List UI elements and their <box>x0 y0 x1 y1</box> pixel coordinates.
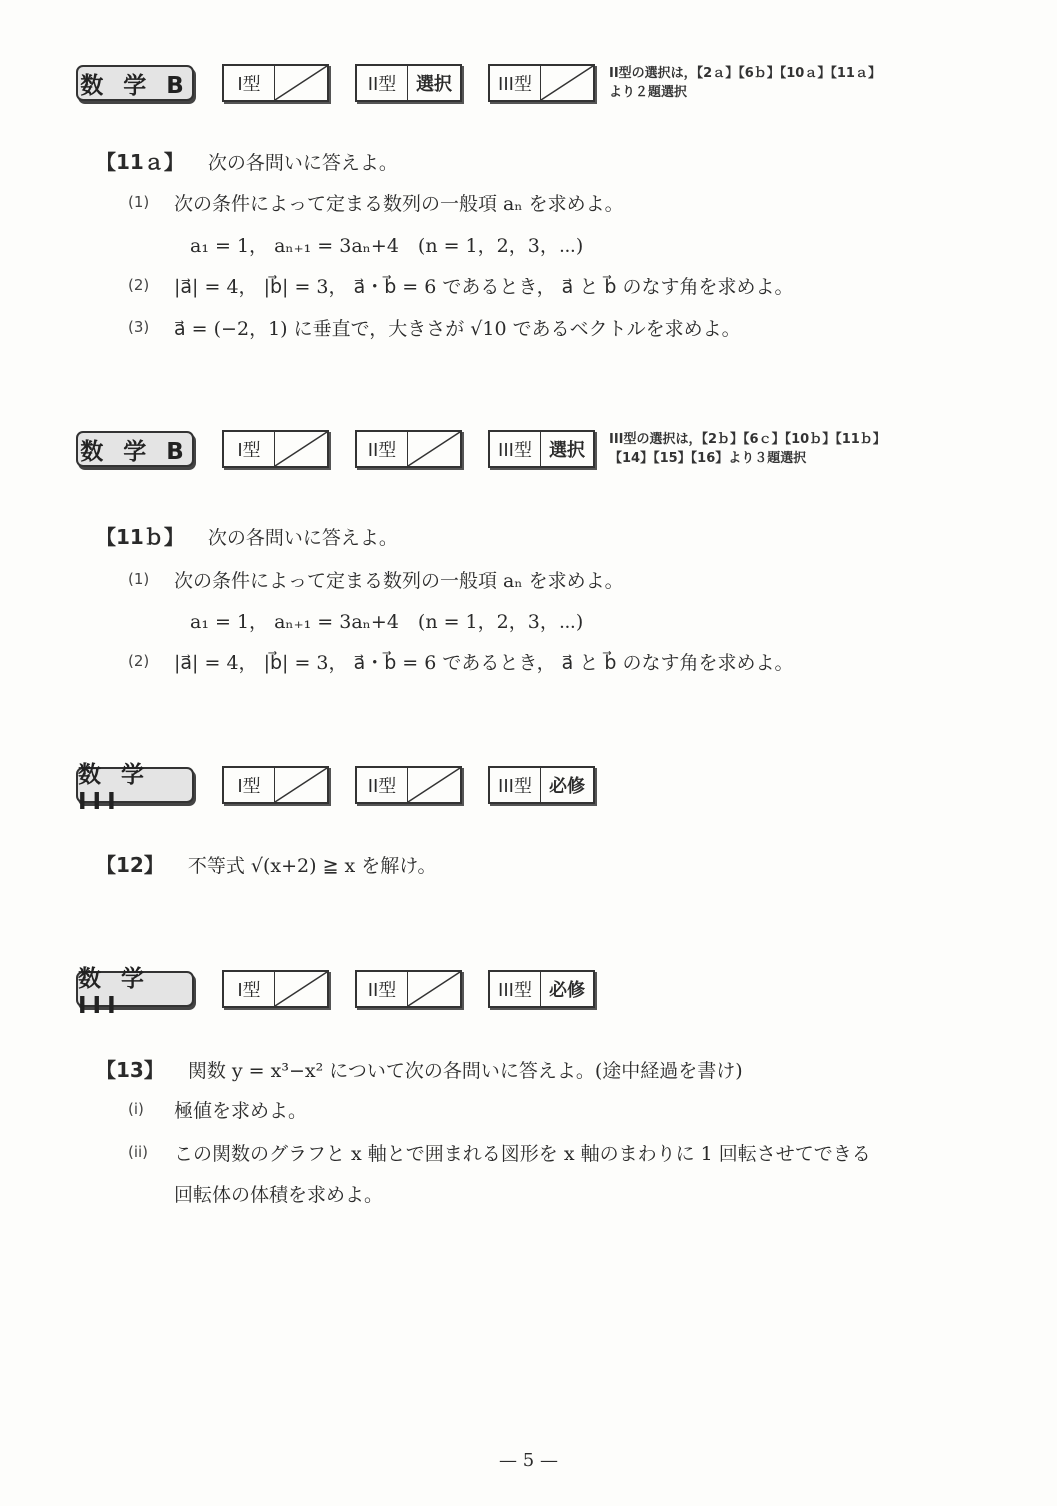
formula-line: a₁ = 1， aₙ₊₁ = 3aₙ+4 (n = 1，2，3，⋯) <box>190 611 584 633</box>
slash-mark-icon <box>275 66 327 100</box>
item-text: 極値を求めよ。 <box>174 1100 308 1122</box>
problem-number: 【11ａ】 <box>96 150 184 174</box>
type-box <box>222 766 329 804</box>
subject-badge: 数 学 III <box>76 767 194 803</box>
type-box <box>222 430 329 468</box>
type-box <box>355 766 462 804</box>
item-text: |a⃗| = 4， |b⃗| = 3， a⃗・b⃗ = 6 であるとき， a⃗ と b⃗ のなす角を求めよ。 <box>174 276 794 298</box>
note-line: III型の選択は，【2ｂ】【6ｃ】【10ｂ】【11ｂ】 <box>609 432 886 447</box>
type-label: I型 <box>224 972 275 1006</box>
type-label: I型 <box>224 768 275 802</box>
selection-note <box>609 64 881 102</box>
slash-mark-icon <box>275 768 327 802</box>
type-mark: 必修 <box>549 776 585 797</box>
subject-badge: 数 学 B <box>76 65 194 101</box>
type-box <box>222 970 329 1008</box>
type-label: II型 <box>357 972 408 1006</box>
note-line: 【14】【15】【16】より３題選択 <box>609 451 807 466</box>
problem-text: 次の各問いに答えよ。 <box>207 527 398 549</box>
slash-mark-icon <box>275 972 327 1006</box>
problem-heading <box>96 146 398 175</box>
item-label: (2) <box>128 652 150 670</box>
type-box <box>488 970 595 1008</box>
problem-heading <box>96 1054 743 1083</box>
type-box <box>355 970 462 1008</box>
type-mark: 選択 <box>416 74 452 95</box>
item-label: (ii) <box>128 1143 149 1161</box>
type-label: III型 <box>490 768 541 802</box>
type-label: II型 <box>357 768 408 802</box>
slash-mark-icon <box>541 66 593 100</box>
problem-heading <box>96 849 437 878</box>
problem-text: 不等式 √(x+2) ≧ x を解け。 <box>187 855 437 877</box>
item-label: (i) <box>128 1100 144 1118</box>
item-label: (1) <box>128 570 150 588</box>
slash-mark-icon <box>408 432 460 466</box>
subject-badge: 数 学 B <box>76 431 194 467</box>
item-text: a⃗ = (−2，1) に垂直で，大きさが √10 であるベクトルを求めよ。 <box>174 318 741 340</box>
item-text: 次の条件によって定まる数列の一般項 aₙ を求めよ。 <box>174 193 624 215</box>
problem-heading <box>96 521 398 550</box>
item-label: (1) <box>128 193 150 211</box>
type-box <box>488 430 595 468</box>
slash-mark-icon <box>408 768 460 802</box>
item-label: (3) <box>128 318 150 336</box>
type-box <box>222 64 329 102</box>
subject-badge: 数 学 III <box>76 971 194 1007</box>
type-label: I型 <box>224 432 275 466</box>
type-mark: 必修 <box>549 980 585 1001</box>
item-text: この関数のグラフと x 軸とで囲まれる図形を x 軸のまわりに 1 回転させてできる <box>174 1143 871 1165</box>
note-line: より２題選択 <box>609 85 688 100</box>
type-label: III型 <box>490 432 541 466</box>
slash-mark-icon <box>408 972 460 1006</box>
slash-mark-icon <box>275 432 327 466</box>
section-header <box>76 761 595 815</box>
problem-text: 次の各問いに答えよ。 <box>207 152 398 174</box>
type-box <box>488 766 595 804</box>
type-label: III型 <box>490 972 541 1006</box>
type-label: II型 <box>357 432 408 466</box>
type-box <box>355 64 462 102</box>
problem-number: 【13】 <box>96 1058 164 1082</box>
section-header <box>76 428 886 470</box>
selection-note <box>609 430 886 468</box>
item-label: (2) <box>128 276 150 294</box>
type-label: I型 <box>224 66 275 100</box>
formula-line: a₁ = 1， aₙ₊₁ = 3aₙ+4 (n = 1，2，3，⋯) <box>190 235 584 257</box>
problem-number: 【12】 <box>96 853 164 877</box>
section-header <box>76 965 595 1019</box>
page-number: — 5 — <box>499 1450 558 1471</box>
problem-text: 関数 y = x³−x² について次の各問いに答えよ。(途中経過を書け) <box>187 1060 743 1082</box>
type-mark: 選択 <box>549 440 585 461</box>
type-box <box>488 64 595 102</box>
type-label: II型 <box>357 66 408 100</box>
item-text: 次の条件によって定まる数列の一般項 aₙ を求めよ。 <box>174 570 624 592</box>
type-box <box>355 430 462 468</box>
item-text: |a⃗| = 4， |b⃗| = 3， a⃗・b⃗ = 6 であるとき， a⃗ と b⃗ のなす角を求めよ。 <box>174 652 794 674</box>
note-line: II型の選択は，【2ａ】【6ｂ】【10ａ】【11ａ】 <box>609 66 881 81</box>
item-text: 回転体の体積を求めよ。 <box>174 1184 384 1206</box>
type-label: III型 <box>490 66 541 100</box>
problem-number: 【11ｂ】 <box>96 525 184 549</box>
section-header <box>76 62 881 104</box>
